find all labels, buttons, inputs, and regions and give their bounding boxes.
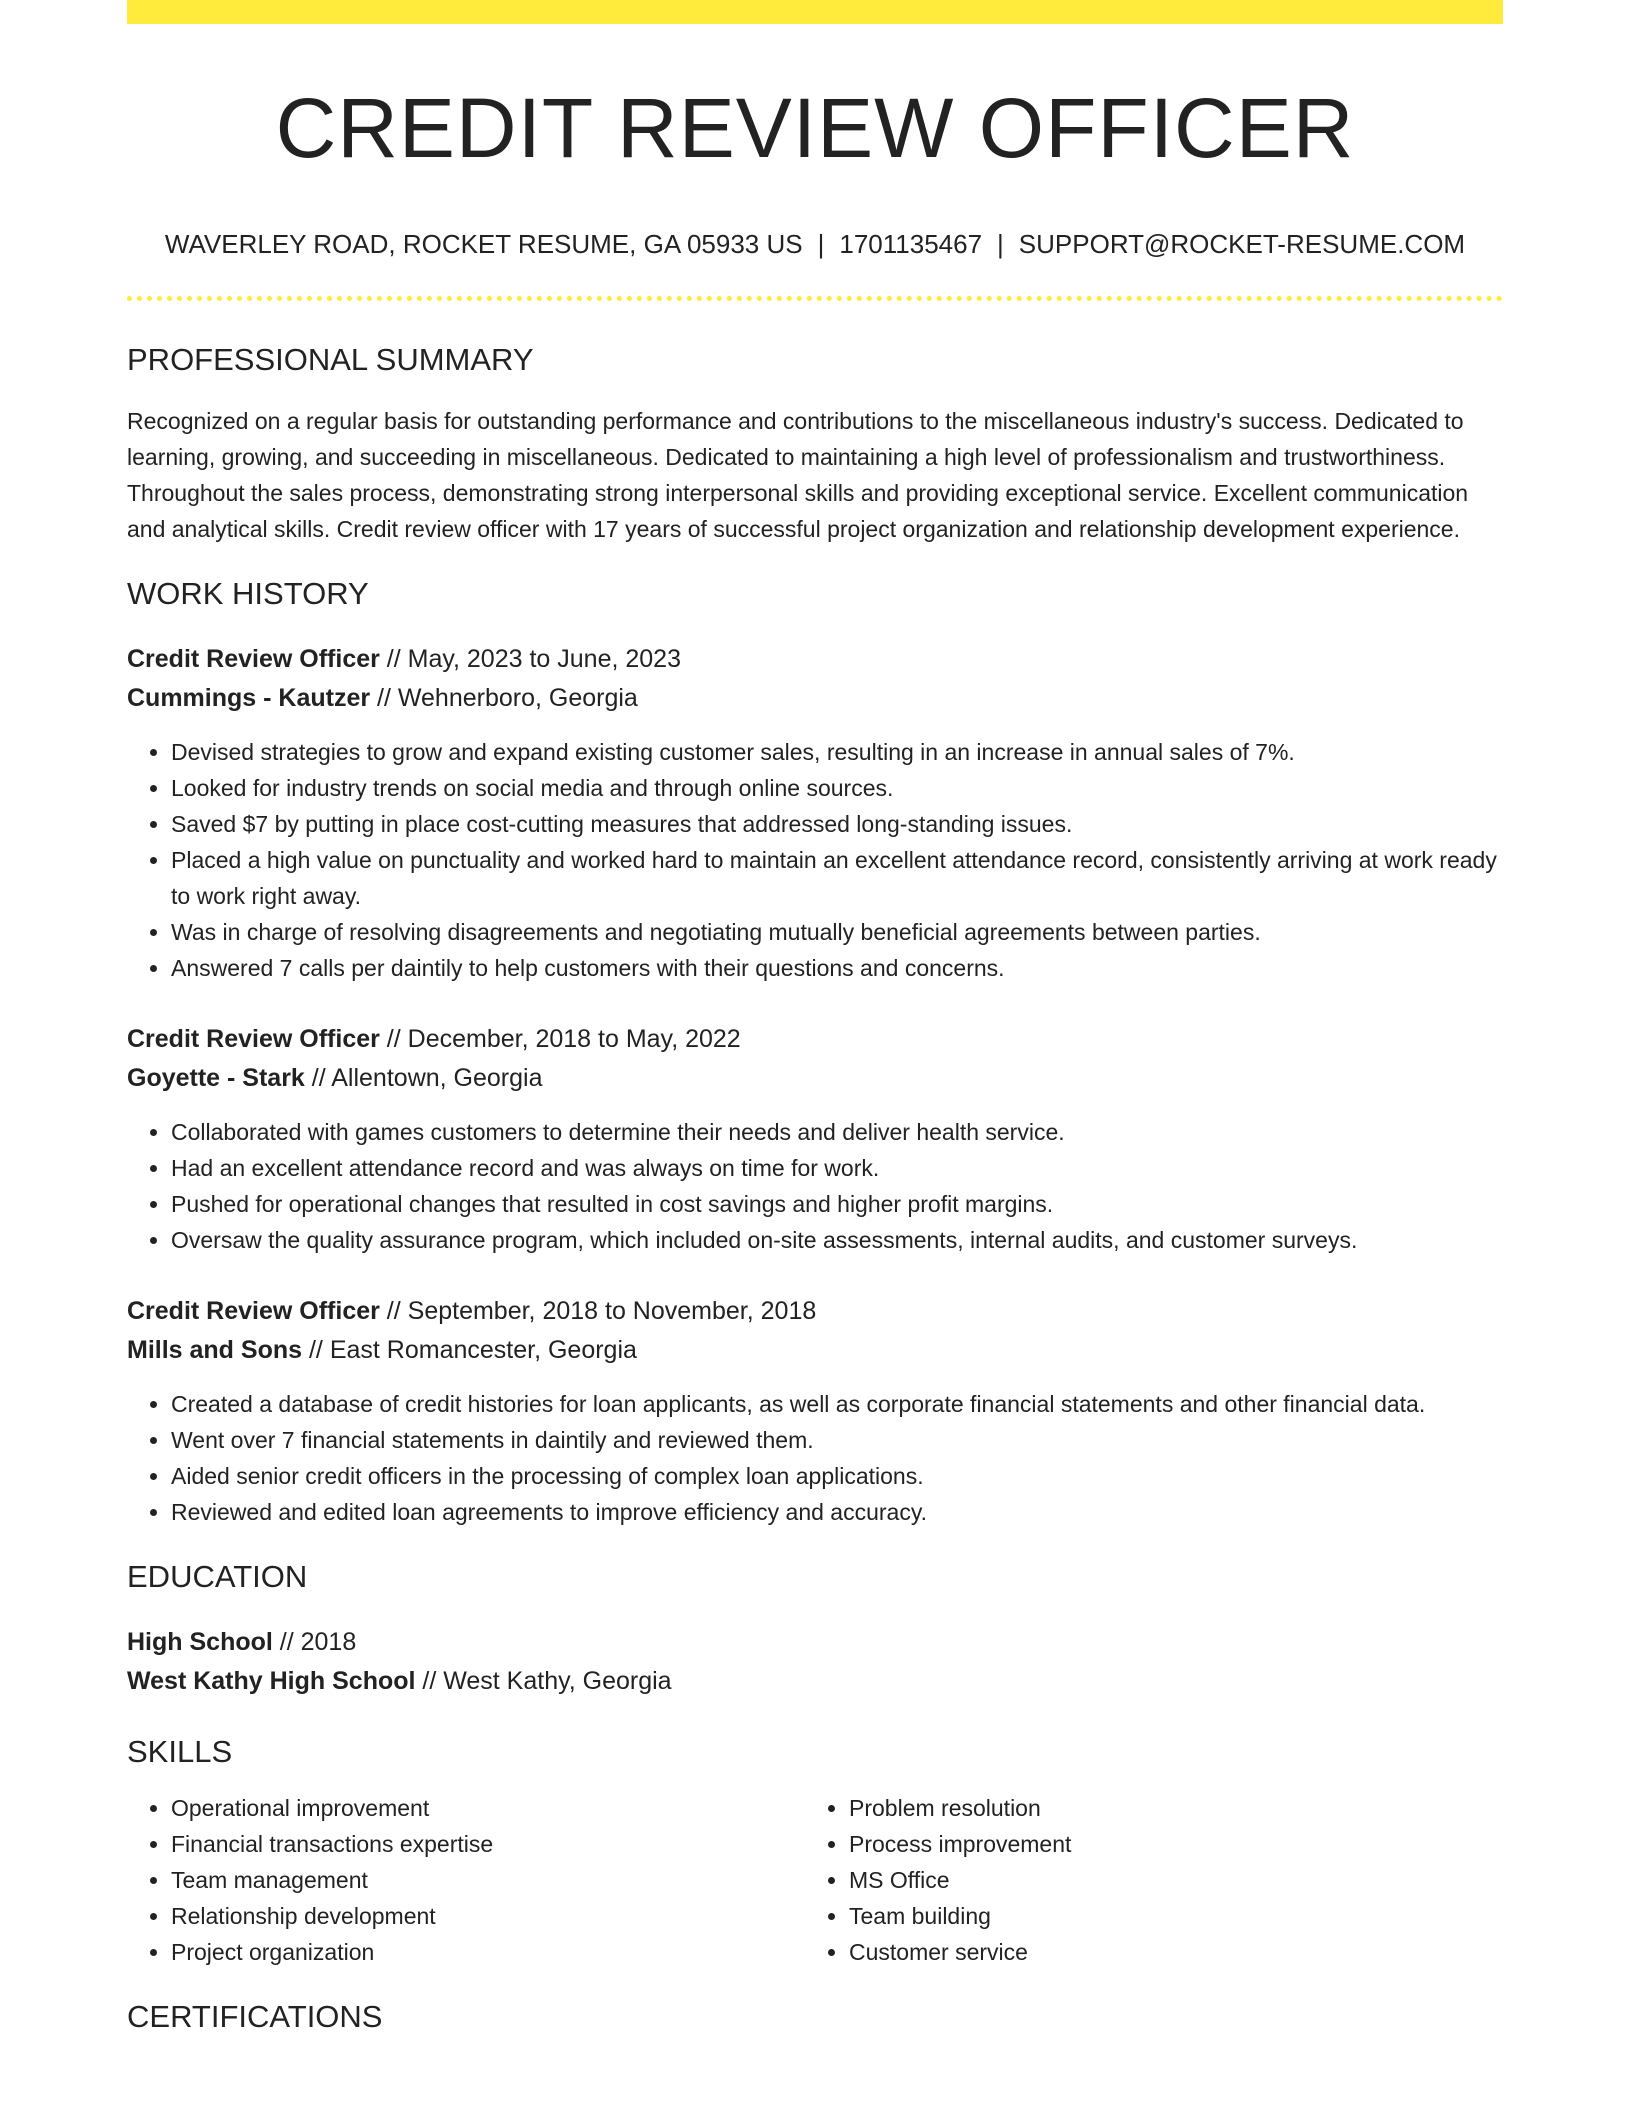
work-history-heading: WORK HISTORY bbox=[127, 575, 369, 611]
list-item: • Looked for industry trends on social media and through online sources. bbox=[171, 770, 1503, 806]
list-item: • Collaborated with games customers to determine their needs and deliver health service. bbox=[171, 1114, 1503, 1150]
contact-separator: | bbox=[817, 229, 825, 260]
list-item: • Team building bbox=[849, 1898, 1483, 1934]
skills-left-list bbox=[127, 1790, 805, 1970]
job-bullets bbox=[127, 1114, 1503, 1258]
contact-line bbox=[127, 229, 1503, 260]
job-entry bbox=[127, 1292, 1503, 1530]
contact-address: WAVERLEY ROAD, ROCKET RESUME, GA 05933 US bbox=[164, 229, 803, 260]
list-item: • Went over 7 financial statements in daintily and reviewed them. bbox=[171, 1422, 1503, 1458]
job-company: Cummings - Kautzer bbox=[127, 683, 371, 712]
list-item: • Relationship development bbox=[171, 1898, 805, 1934]
skills-heading: SKILLS bbox=[127, 1733, 233, 1769]
list-item: • Team management bbox=[171, 1862, 805, 1898]
job-entry bbox=[127, 1020, 1503, 1258]
list-item: • Reviewed and edited loan agreements to improve efficiency and accuracy. bbox=[171, 1494, 1503, 1530]
job-entry bbox=[127, 640, 1503, 986]
list-item: • Aided senior credit officers in the processing of complex loan applications. bbox=[171, 1458, 1503, 1494]
resume-name: CREDIT REVIEW OFFICER bbox=[275, 81, 1355, 175]
contact-email: SUPPORT@ROCKET-RESUME.COM bbox=[1018, 229, 1466, 260]
job-role: Credit Review Officer bbox=[127, 1296, 380, 1325]
list-item: • Placed a high value on punctuality and worked hard to maintain an excellent attendance record, consistently arriving at work ready to work right away. bbox=[171, 842, 1503, 914]
job-location: // East Romancester, Georgia bbox=[302, 1335, 637, 1364]
job-company: Mills and Sons bbox=[127, 1335, 303, 1364]
job-company-line bbox=[127, 1059, 1503, 1098]
job-dates: // May, 2023 to June, 2023 bbox=[379, 644, 681, 673]
work-history-list bbox=[127, 640, 1503, 1530]
list-item: • MS Office bbox=[849, 1862, 1483, 1898]
job-dates: // September, 2018 to November, 2018 bbox=[379, 1296, 817, 1325]
job-bullets bbox=[127, 734, 1503, 986]
top-accent-bar bbox=[127, 0, 1503, 24]
job-company: Goyette - Stark bbox=[127, 1063, 305, 1092]
list-item: • Had an excellent attendance record and was always on time for work. bbox=[171, 1150, 1503, 1186]
job-dates: // December, 2018 to May, 2022 bbox=[379, 1024, 741, 1053]
skills-columns bbox=[127, 1790, 1503, 1970]
job-role: Credit Review Officer bbox=[127, 1024, 380, 1053]
job-company-line bbox=[127, 679, 1503, 718]
education-degree: High School bbox=[127, 1627, 273, 1656]
job-company-line bbox=[127, 1331, 1503, 1370]
list-item: • Customer service bbox=[849, 1934, 1483, 1970]
list-item: • Pushed for operational changes that resulted in cost savings and higher profit margins. bbox=[171, 1186, 1503, 1222]
summary-heading: PROFESSIONAL SUMMARY bbox=[127, 342, 534, 378]
education-school-line bbox=[127, 1662, 1503, 1701]
job-title-line bbox=[127, 1292, 1503, 1331]
list-item: • Devised strategies to grow and expand existing customer sales, resulting in an increase in annual sales of 7%. bbox=[171, 734, 1503, 770]
resume-page bbox=[127, 0, 1503, 2035]
contact-phone: 1701135467 bbox=[839, 229, 983, 260]
education-degree-line bbox=[127, 1623, 1503, 1662]
education-location: // West Kathy, Georgia bbox=[415, 1666, 672, 1695]
summary-text: Recognized on a regular basis for outstanding performance and contributions to the miscellaneous industry's success. Dedicated to learning, growing, and succeeding in miscellaneous. Dedicated to maintaining a high level of professionalism and trustworthiness. Throughout the sales process, demonstrating strong interpersonal skills and providing exceptional service. Excellent communication and analytical skills. Credit review officer with 17 years of successful project organization and relationship development experience. bbox=[127, 407, 1469, 542]
skills-right-list bbox=[805, 1790, 1483, 1970]
list-item: • Answered 7 calls per daintily to help customers with their questions and concerns. bbox=[171, 950, 1503, 986]
list-item: • Project organization bbox=[171, 1934, 805, 1970]
job-location: // Wehnerboro, Georgia bbox=[370, 683, 638, 712]
job-location: // Allentown, Georgia bbox=[304, 1063, 543, 1092]
job-bullets bbox=[127, 1386, 1503, 1530]
education-heading: EDUCATION bbox=[127, 1558, 308, 1594]
job-title-line bbox=[127, 640, 1503, 679]
contact-separator: | bbox=[997, 229, 1004, 260]
list-item: • Saved $7 by putting in place cost-cutting measures that addressed long-standing issues. bbox=[171, 806, 1503, 842]
list-item: • Oversaw the quality assurance program, which included on-site assessments, internal audits, and customer surveys. bbox=[171, 1222, 1503, 1258]
certifications-heading: CERTIFICATIONS bbox=[127, 1999, 383, 2035]
list-item: • Created a database of credit histories for loan applicants, as well as corporate financial statements and other financial data. bbox=[171, 1386, 1503, 1422]
list-item: • Operational improvement bbox=[171, 1790, 805, 1826]
education-year: // 2018 bbox=[272, 1627, 357, 1656]
job-title-line bbox=[127, 1020, 1503, 1059]
education-entry bbox=[127, 1623, 1503, 1701]
education-school: West Kathy High School bbox=[127, 1666, 416, 1695]
list-item: • Problem resolution bbox=[849, 1790, 1483, 1826]
job-role: Credit Review Officer bbox=[127, 644, 380, 673]
dotted-divider bbox=[127, 296, 1503, 301]
list-item: • Was in charge of resolving disagreements and negotiating mutually beneficial agreements between parties. bbox=[171, 914, 1503, 950]
list-item: • Process improvement bbox=[849, 1826, 1483, 1862]
list-item: • Financial transactions expertise bbox=[171, 1826, 805, 1862]
